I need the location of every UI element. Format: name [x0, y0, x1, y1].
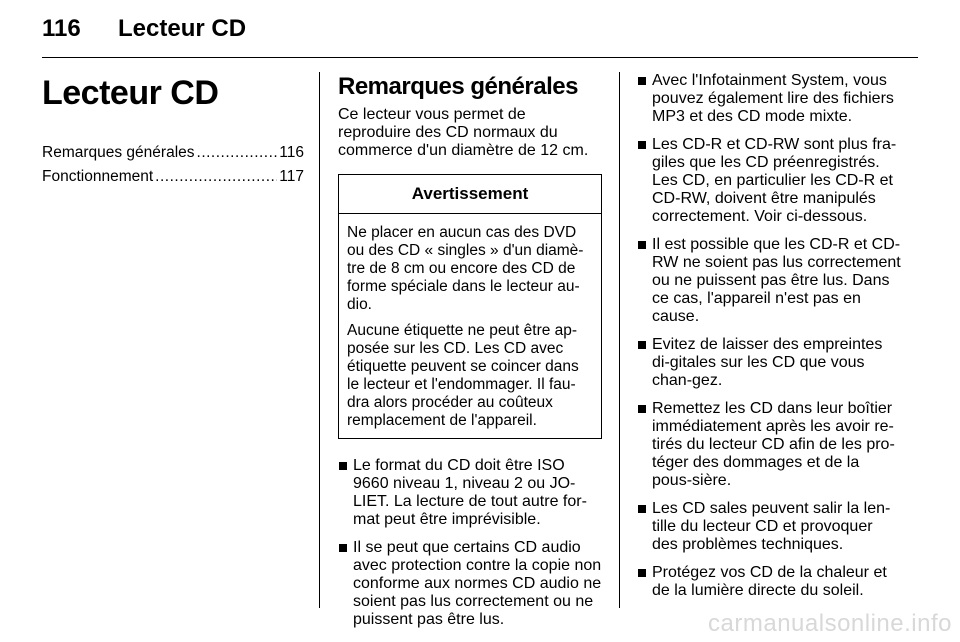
list-item-text: Le format du CD doit être ISO 9660 niveau 1, niveau 2 ou JO-LIET. La lecture de tout autre for-mat peut être imprévisible.	[353, 457, 587, 528]
list-item-text: Les CD-R et CD-RW sont plus fra-giles que les CD préenregistrés. Les CD, en particulier les CD-R et CD-RW, doivent être manipulés correctement. Voir ci-dessous.	[652, 136, 897, 225]
column-1	[42, 72, 304, 192]
chapter-title: Lecteur CD	[42, 74, 219, 112]
list-item-text: Il est possible que les CD-R et CD-RW ne soient pas lus correctement ou ne puissent pas être lus. Dans ce cas, l'appareil n'est pas en cause.	[652, 236, 901, 325]
toc-item-label: Remarques générales	[42, 144, 195, 161]
running-title: Lecteur CD	[118, 15, 247, 42]
toc-leader	[197, 144, 278, 162]
warning-body	[339, 214, 601, 438]
page-header	[42, 14, 918, 44]
watermark: carmanualsonline.info	[708, 610, 952, 637]
square-bullet-icon	[339, 544, 347, 552]
square-bullet-icon	[638, 241, 646, 249]
list-item-text: Remettez les CD dans leur boîtier immédiatement après les avoir re-tirés du lecteur CD afin de les pro-téger des dommages et de la pous-sière.	[652, 400, 895, 489]
column-2	[338, 72, 602, 629]
square-bullet-icon	[638, 341, 646, 349]
warning-paragraph: Ne placer en aucun cas des DVD ou des CD « singles » d'un diamè-tre de 8 cm ou encore des CD de forme spéciale dans le lecteur au-dio.	[347, 224, 584, 313]
list-item	[637, 500, 901, 554]
section-title: Remarques générales	[338, 73, 578, 100]
intro-paragraph: Ce lecteur vous permet de reproduire des CD normaux du commerce d'un diamètre de 12 cm.	[338, 106, 589, 159]
square-bullet-icon	[638, 569, 646, 577]
toc-item-label: Fonctionnement	[42, 168, 154, 185]
list-item	[637, 72, 901, 126]
column-divider-2	[619, 72, 620, 608]
toc-item-page: 116	[279, 144, 304, 161]
warning-paragraph: Aucune étiquette ne peut être ap-posée sur les CD. Les CD avec étiquette peuvent se coincer dans le lecteur et l'endommager. Il fau-dra alors procéder au coûteux remplacement de l'appareil.	[347, 322, 579, 429]
page-number: 116	[42, 15, 81, 42]
warning-box	[338, 174, 602, 439]
header-rule	[42, 57, 918, 58]
list-item-text: Protégez vos CD de la chaleur et de la lumière directe du soleil.	[652, 564, 887, 599]
column-3	[637, 72, 901, 600]
square-bullet-icon	[638, 505, 646, 513]
table-of-contents	[42, 144, 304, 186]
toc-item[interactable]	[42, 168, 304, 186]
square-bullet-icon	[638, 141, 646, 149]
list-item	[637, 564, 901, 600]
list-item-text: Evitez de laisser des empreintes di-gitales sur les CD que vous chan-gez.	[652, 336, 883, 389]
toc-leader	[155, 168, 277, 186]
list-item	[637, 236, 901, 326]
bullet-list	[338, 457, 602, 629]
warning-heading: Avertissement	[339, 175, 601, 214]
list-item	[637, 400, 901, 490]
list-item-text: Avec l'Infotainment System, vous pouvez également lire des fichiers MP3 et des CD mode mixte.	[652, 72, 894, 125]
square-bullet-icon	[339, 462, 347, 470]
square-bullet-icon	[638, 77, 646, 85]
list-item	[637, 336, 901, 390]
list-item-text: Il se peut que certains CD audio avec protection contre la copie non conforme aux normes CD audio ne soient pas lus correctement ou ne puissent pas être lus.	[353, 539, 602, 628]
list-item-text: Les CD sales peuvent salir la len-tille du lecteur CD et provoquer des problèmes techniques.	[652, 500, 891, 553]
bullet-list	[637, 72, 901, 600]
toc-item[interactable]	[42, 144, 304, 162]
list-item	[637, 136, 901, 226]
list-item	[338, 539, 602, 629]
list-item	[338, 457, 602, 529]
toc-item-page: 117	[279, 168, 304, 185]
square-bullet-icon	[638, 405, 646, 413]
column-divider-1	[319, 72, 320, 608]
